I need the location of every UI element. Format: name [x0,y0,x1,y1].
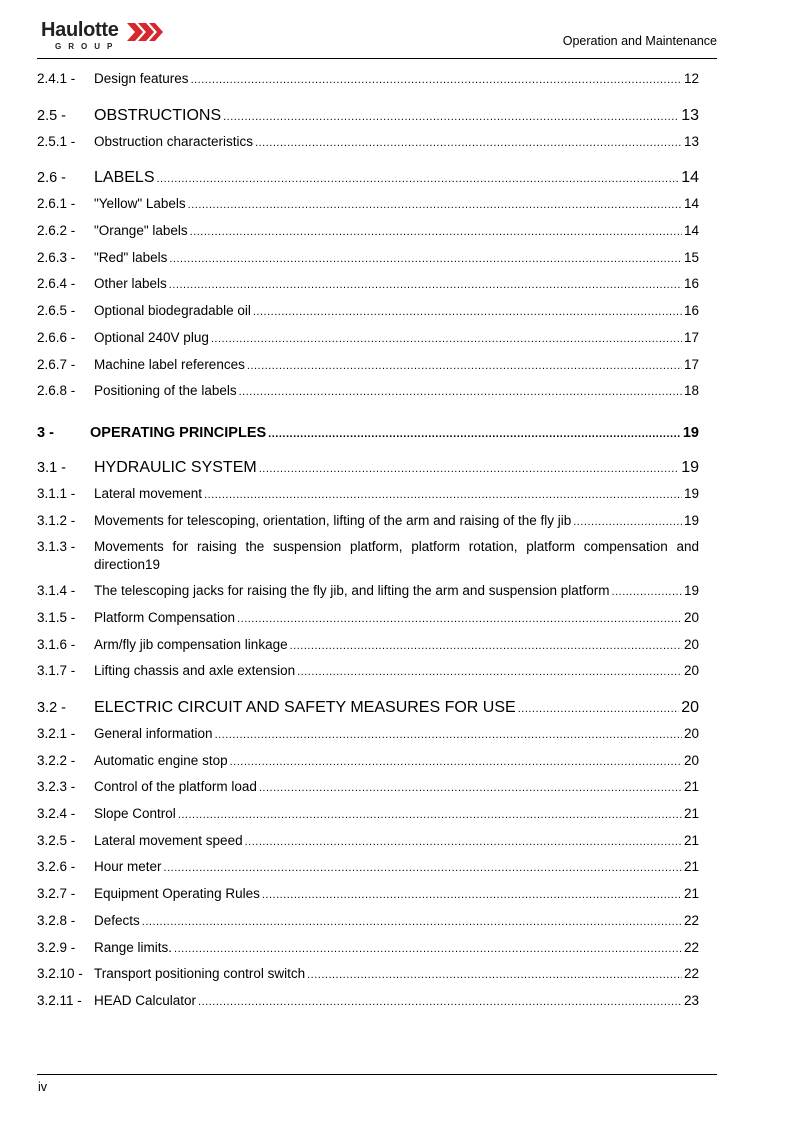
toc-entry-number: 2.6.1 - [37,196,76,212]
toc-entry-title: Hour meter [94,859,162,875]
page-header [37,16,717,60]
toc-entry[interactable] [37,854,699,881]
toc-entry-number: 2.5 - [37,107,67,124]
toc-entry-title: ELECTRIC CIRCUIT AND SAFETY MEASURES FOR USE [94,699,516,716]
toc-leader-dots [259,774,682,802]
toc-entry[interactable] [37,632,699,659]
toc-entry-number: 3.2.8 - [37,912,76,928]
toc-entry-title: Defects [94,912,140,928]
toc-entry-page: 17 [683,329,699,345]
toc-leader-dots [307,961,682,989]
toc-entry-number: 3.1.2 - [37,512,76,528]
toc-entry-number: 2.6.4 - [37,276,76,292]
toc-entry-number: 2.4.1 - [37,71,76,86]
toc-entry-title: "Yellow" Labels [94,196,186,212]
toc-entry-number: 2.6.7 - [37,356,76,372]
toc-entry-page: 19 [683,485,699,501]
toc-leader-dots [215,721,682,749]
toc-entry-title: "Orange" labels [94,223,188,239]
toc-entry[interactable] [37,298,699,325]
toc-leader-dots [198,988,682,1016]
toc-leader-dots [211,325,682,353]
toc-entry-number: 2.6.3 - [37,249,76,265]
toc-entry-title: Optional biodegradable oil [94,303,251,319]
toc-entry[interactable] [37,828,699,855]
toc-entry-title: Other labels [94,276,167,292]
toc-entry[interactable] [37,534,699,578]
toc-entry-number: 3.2.9 - [37,939,76,955]
toc-entry-page: 20 [683,609,699,625]
toc-entry-number: 3.2.7 - [37,886,76,902]
toc-entry-title: LABELS [94,169,155,187]
toc-leader-dots [255,129,682,157]
toc-entry-page: 16 [683,276,699,292]
toc-entry-page: 21 [683,859,699,875]
toc-entry[interactable] [37,325,699,352]
toc-leader-dots [290,632,682,660]
toc-entry-page: 21 [683,832,699,848]
toc-entry[interactable] [37,508,699,535]
table-of-contents [37,66,699,1015]
toc-entry[interactable] [37,605,699,632]
toc-entry-page: 23 [683,992,699,1008]
toc-entry-title: Equipment Operating Rules [94,886,260,902]
toc-entry-number: 2.6.8 - [37,383,76,399]
toc-entry-page: 12 [683,71,699,86]
toc-entry[interactable] [37,218,699,245]
toc-entry-title: OBSTRUCTIONS [94,106,222,124]
toc-entry-page: 20 [683,636,699,652]
toc-entry-title: Arm/fly jib compensation linkage [94,636,288,652]
toc-entry-title: Transport positioning control switch [94,966,306,982]
toc-leader-dots [174,935,682,963]
toc-entry-number: 2.6 - [37,170,67,187]
toc-leader-dots [204,481,682,509]
toc-entry-page: 21 [683,779,699,795]
toc-entry-title: OPERATING PRINCIPLES [90,424,267,441]
toc-entry[interactable] [37,578,699,605]
toc-entry[interactable] [37,721,699,748]
toc-leader-dots [237,605,682,633]
toc-entry-title: Slope Control [94,806,176,822]
toc-entry-page: 15 [683,249,699,265]
toc-entry-number: 3.2 - [37,700,67,716]
toc-leader-dots [253,298,682,326]
toc-entry-number: 3.2.5 - [37,832,76,848]
toc-entry[interactable] [37,961,699,988]
toc-entry-page: 22 [683,912,699,928]
toc-entry-page: 20 [683,726,699,741]
toc-entry-number: 3.1.5 - [37,609,76,625]
toc-entry-number: 3.2.10 - [37,966,83,982]
toc-entry-number: 3.1 - [37,459,67,476]
toc-entry-title: HYDRAULIC SYSTEM [94,458,257,476]
toc-entry-page: 17 [683,356,699,372]
footer-divider [37,1074,717,1075]
toc-entry-page: 14 [683,223,699,239]
toc-entry[interactable] [37,774,699,801]
toc-entry[interactable] [37,66,699,93]
toc-entry-title: Positioning of the labels [94,383,237,399]
toc-entry[interactable] [37,988,699,1015]
document-title: Operation and Maintenance [562,34,717,48]
toc-entry-title: Movements for telescoping, orientation, lifting of the arm and raising of the fly jib [94,512,572,528]
toc-entry-number: 3.2.4 - [37,806,76,822]
page-number: iv [38,1080,48,1094]
toc-leader-dots [164,854,682,882]
toc-entry-title: Lateral movement [94,485,203,501]
toc-entry[interactable] [37,801,699,828]
logo-wordmark: Haulotte [41,19,119,41]
toc-entry-title: Automatic engine stop [94,752,228,768]
toc-entry-title: General information [94,726,213,741]
toc-entry-page: 20 [683,752,699,768]
toc-entry-title: "Red" labels [94,249,168,265]
toc-entry[interactable] [37,191,699,218]
toc-entry-page: 14 [683,196,699,212]
toc-entry-number: 3 - [37,424,54,441]
toc-entry[interactable] [37,445,699,481]
toc-entry-number: 2.5.1 - [37,133,76,149]
toc-entry-title: Platform Compensation [94,609,236,625]
toc-entry-title: Range limits. [94,939,173,955]
toc-entry-title: Control of the platform load [94,779,257,795]
toc-entry-number: 3.2.1 - [37,726,76,741]
toc-entry[interactable] [37,908,699,935]
toc-entry[interactable] [37,271,699,298]
toc-entry-page: 18 [683,383,699,399]
toc-entry-number: 3.1.4 - [37,583,76,599]
toc-entry-title: Design features [94,71,189,86]
toc-entry-number: 3.2.2 - [37,752,76,768]
toc-leader-dots [612,578,682,606]
toc-entry-page: 14 [681,169,699,187]
toc-entry-page: 19 [683,583,699,599]
toc-entry[interactable] [37,129,699,156]
toc-entry[interactable] [37,748,699,775]
toc-entry-title: Optional 240V plug [94,329,209,345]
header-divider [37,58,717,59]
toc-entry-page: 19 [683,512,699,528]
toc-entry[interactable] [37,881,699,908]
toc-leader-dots [245,828,682,856]
toc-entry[interactable] [37,352,699,379]
logo-chevrons-icon [127,23,163,41]
toc-leader-dots [169,271,682,299]
toc-entry[interactable] [37,155,699,191]
toc-entry-page: 20 [681,699,699,716]
toc-entry-page: 20 [683,663,699,679]
toc-leader-dots [297,658,682,686]
toc-entry-page: 13 [683,133,699,149]
toc-entry-page: 19 [682,424,699,441]
toc-entry-page: 22 [683,966,699,982]
toc-entry-page: 16 [683,303,699,319]
toc-entry-title: Movements for raising the suspension platform, platform rotation, platform compensation and direction19 [94,539,699,573]
toc-leader-dots [142,908,682,936]
toc-entry-number: 3.1.6 - [37,636,76,652]
toc-entry[interactable] [37,935,699,962]
toc-entry-page: 21 [683,886,699,902]
toc-entry-title: HEAD Calculator [94,992,197,1008]
toc-entry-page: 22 [683,939,699,955]
toc-entry-number: 3.2.3 - [37,779,76,795]
toc-entry-page: 21 [683,806,699,822]
toc-entry[interactable] [37,685,699,721]
toc-entry[interactable] [37,93,699,129]
logo-group-text: GROUP [55,42,120,51]
toc-leader-dots [178,801,682,829]
toc-entry-number: 3.2.6 - [37,859,76,875]
toc-leader-dots [262,881,682,909]
toc-entry-page: 13 [681,106,699,124]
toc-leader-dots [239,378,682,406]
toc-entry-title: Lateral movement speed [94,832,243,848]
toc-entry-number: 2.6.2 - [37,223,76,239]
toc-leader-dots [188,191,682,219]
toc-entry[interactable] [37,481,699,508]
toc-entry-title: The telescoping jacks for raising the fly jib, and lifting the arm and suspension platform [94,583,610,599]
toc-leader-dots [247,352,682,380]
toc-leader-dots [191,66,682,94]
toc-leader-dots [573,508,682,536]
toc-entry-title: Obstruction characteristics [94,133,254,149]
haulotte-logo [41,19,171,59]
toc-leader-dots [230,748,682,776]
toc-entry-number: 3.1.3 - [37,539,76,555]
toc-entry-number: 2.6.6 - [37,329,76,345]
toc-entry[interactable] [37,405,699,445]
toc-entry-number: 3.1.7 - [37,663,76,679]
toc-entry[interactable] [37,658,699,685]
toc-leader-dots [169,245,682,273]
toc-entry-page: 19 [681,458,699,476]
toc-entry[interactable] [37,245,699,272]
toc-leader-dots [190,218,682,246]
toc-entry[interactable] [37,378,699,405]
toc-entry-title: Machine label references [94,356,245,372]
toc-entry-title: Lifting chassis and axle extension [94,663,296,679]
toc-entry-number: 3.1.1 - [37,485,76,501]
toc-entry-number: 3.2.11 - [37,992,82,1008]
toc-entry-number: 2.6.5 - [37,303,76,319]
